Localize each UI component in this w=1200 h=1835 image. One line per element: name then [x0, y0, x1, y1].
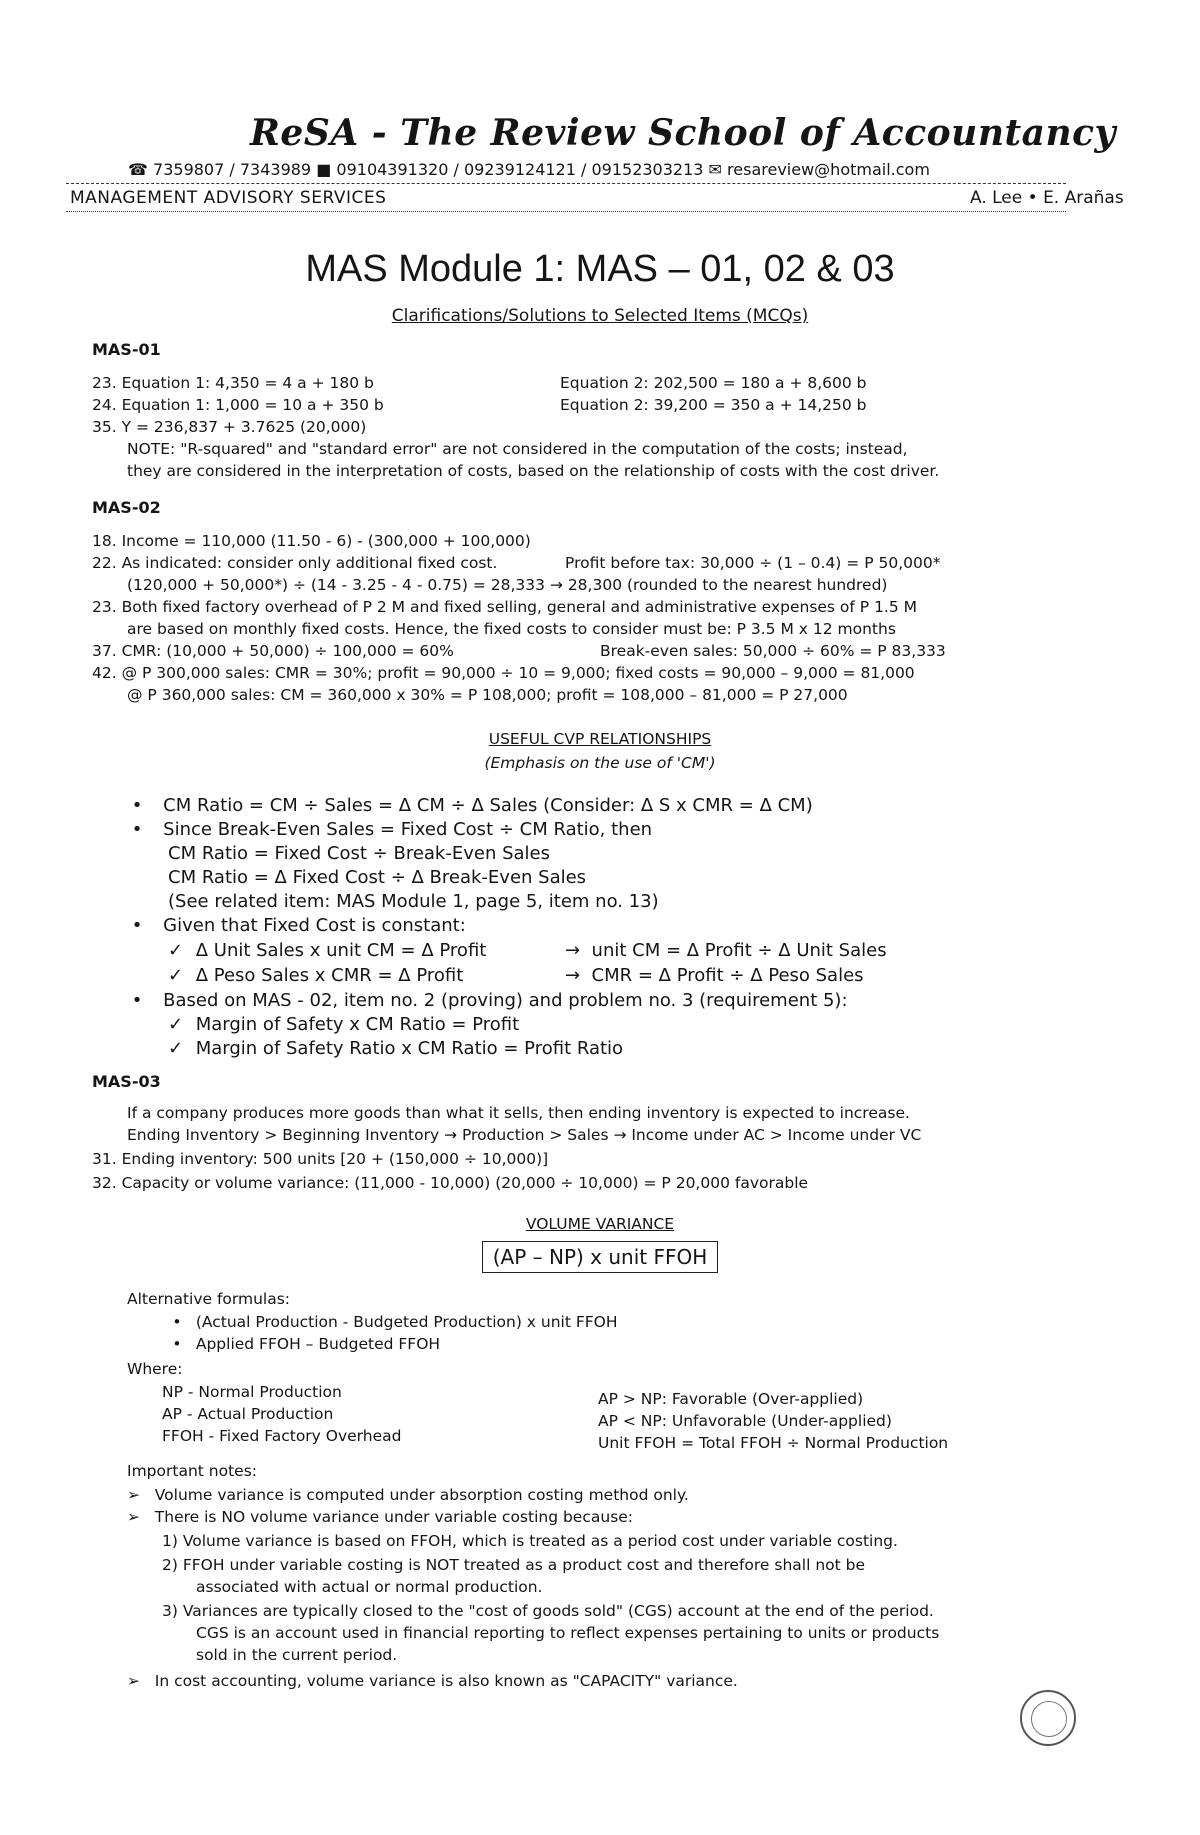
department-label: MANAGEMENT ADVISORY SERVICES — [70, 188, 387, 208]
mas02-item23-line1: 23. Both fixed factory overhead of P 2 M and fixed selling, general and administrative expenses of P 1.5 M — [92, 598, 918, 616]
bullet-icon: • — [172, 1335, 182, 1353]
unit-ffoh-rule: Unit FFOH = Total FFOH ÷ Normal Production — [598, 1434, 949, 1452]
mas01-note-line1: NOTE: "R-squared" and "standard error" are not considered in the computation of the costs; instead, — [127, 440, 908, 458]
cvp-check-3 — [168, 1014, 519, 1035]
bullet-icon: • — [131, 990, 143, 1011]
envelope-icon: ✉ — [708, 160, 722, 179]
mas02-item22-profit: Profit before tax: 30,000 ÷ (1 – 0.4) = P 50,000* — [565, 554, 941, 572]
check-icon: ✓ — [168, 1038, 184, 1059]
authors-label: A. Lee • E. Arañas — [970, 188, 1124, 208]
cvp-check-2-text: Δ Peso Sales x CMR = Δ Profit — [195, 965, 464, 986]
mas01-item24-eq2: Equation 2: 39,200 = 350 a + 14,250 b — [560, 396, 867, 414]
cvp-bullet-3 — [128, 915, 466, 936]
where-label: Where: — [127, 1360, 183, 1378]
school-seal-icon — [1020, 1690, 1076, 1746]
definition-ap: AP - Actual Production — [162, 1405, 334, 1423]
cvp-check-1 — [168, 940, 486, 961]
cvp-check-1-text: Δ Unit Sales x unit CM = Δ Profit — [195, 940, 487, 961]
mas01-item24-eq1: 24. Equation 1: 1,000 = 10 a + 350 b — [92, 396, 384, 414]
mas02-item23-line2: are based on monthly fixed costs. Hence, the fixed costs to consider must be: P 3.5 M x 12 months — [127, 620, 896, 638]
cvp-check-4 — [168, 1038, 623, 1059]
alt-formula-2 — [168, 1335, 440, 1353]
section-heading-mas02: MAS-02 — [92, 498, 161, 517]
bullet-icon: • — [131, 795, 143, 816]
mas02-item18: 18. Income = 110,000 (11.50 - 6) - (300,000 + 100,000) — [92, 532, 531, 550]
email-address: resareview@hotmail.com — [727, 160, 930, 179]
page-title: MAS Module 1: MAS – 01, 02 & 03 — [305, 248, 895, 290]
mas02-item42-line2: @ P 360,000 sales: CM = 360,000 x 30% = P 108,000; profit = 108,000 – 81,000 = P 27,000 — [127, 686, 848, 704]
cvp-check-1-result-text: unit CM = Δ Profit ÷ Δ Unit Sales — [591, 940, 887, 961]
mas02-item37-breakeven: Break-even sales: 50,000 ÷ 60% = P 83,333 — [600, 642, 946, 660]
cvp-check-3-text: Margin of Safety x CM Ratio = Profit — [195, 1014, 520, 1035]
volume-variance-heading: VOLUME VARIANCE — [525, 1215, 675, 1233]
cvp-bullet-2 — [128, 819, 652, 840]
mas03-item32: 32. Capacity or volume variance: (11,000 - 10,000) (20,000 ÷ 10,000) = P 20,000 favorable — [92, 1174, 809, 1192]
header-divider — [66, 183, 1066, 184]
definition-np: NP - Normal Production — [162, 1383, 342, 1401]
note-2-reason-2-line1: 2) FFOH under variable costing is NOT treated as a product cost and therefore shall not be — [162, 1556, 866, 1574]
arrow-icon: ➢ — [127, 1486, 140, 1504]
mas01-item23-eq2: Equation 2: 202,500 = 180 a + 8,600 b — [560, 374, 867, 392]
important-notes-label: Important notes: — [127, 1462, 257, 1480]
alt-formula-1 — [168, 1313, 618, 1331]
section-heading-mas03: MAS-03 — [92, 1072, 161, 1091]
volume-variance-formula-row — [0, 1245, 1200, 1269]
note-2-text: There is NO volume variance under variable costing because: — [154, 1508, 634, 1526]
favorable-rule: AP > NP: Favorable (Over-applied) — [598, 1390, 864, 1408]
note-3 — [127, 1672, 738, 1690]
mas03-paragraph-1: If a company produces more goods than what it sells, then ending inventory is expected to increase. — [127, 1104, 910, 1122]
note-2-reason-1: 1) Volume variance is based on FFOH, which is treated as a period cost under variable costing. — [162, 1532, 898, 1550]
alt-formula-2-text: Applied FFOH – Budgeted FFOH — [195, 1335, 441, 1353]
arrow-icon: ➢ — [127, 1672, 140, 1690]
cvp-subheading: (Emphasis on the use of 'CM') — [484, 754, 716, 772]
mas01-item35: 35. Y = 236,837 + 3.7625 (20,000) — [92, 418, 367, 436]
cvp-bullet-2-text: Since Break-Even Sales = Fixed Cost ÷ CM Ratio, then — [163, 819, 653, 840]
cvp-bullet-4 — [128, 990, 848, 1011]
check-icon: ✓ — [168, 940, 184, 961]
mas03-paragraph-2: Ending Inventory > Beginning Inventory → Production > Sales → Income under AC > Income under VC — [127, 1126, 922, 1144]
school-name-banner: ReSA - The Review School of Accountancy — [250, 112, 1116, 154]
bullet-icon: • — [131, 819, 143, 840]
cvp-check-2 — [168, 965, 463, 986]
definition-ffoh: FFOH - Fixed Factory Overhead — [162, 1427, 402, 1445]
volume-variance-formula: (AP – NP) x unit FFOH — [482, 1241, 719, 1273]
cvp-bullet-2c: (See related item: MAS Module 1, page 5, item no. 13) — [168, 891, 659, 912]
mas01-item23-eq1: 23. Equation 1: 4,350 = 4 a + 180 b — [92, 374, 374, 392]
unfavorable-rule: AP < NP: Unfavorable (Under-applied) — [598, 1412, 892, 1430]
section-heading-mas01: MAS-01 — [92, 340, 161, 359]
cvp-bullet-4-text: Based on MAS - 02, item no. 2 (proving) and problem no. 3 (requirement 5): — [163, 990, 848, 1011]
cvp-check-4-text: Margin of Safety Ratio x CM Ratio = Profit Ratio — [195, 1038, 624, 1059]
header-divider-bottom — [66, 211, 1066, 212]
note-2-reason-3-line3: sold in the current period. — [196, 1646, 398, 1664]
mas03-item31: 31. Ending inventory: 500 units [20 + (150,000 ÷ 10,000)] — [92, 1150, 549, 1168]
arrow-icon: → — [565, 940, 581, 961]
cvp-check-2-result — [565, 965, 864, 986]
cvp-check-1-result — [565, 940, 887, 961]
cvp-bullet-1-text: CM Ratio = CM ÷ Sales = Δ CM ÷ Δ Sales (Consider: Δ S x CMR = Δ CM) — [163, 795, 813, 816]
bullet-icon: • — [172, 1313, 182, 1331]
cvp-heading: USEFUL CVP RELATIONSHIPS — [488, 730, 712, 748]
note-2-reason-3-line2: CGS is an account used in financial reporting to reflect expenses pertaining to units or products — [196, 1624, 940, 1642]
cvp-bullet-2a: CM Ratio = Fixed Cost ÷ Break-Even Sales — [168, 843, 550, 864]
cvp-bullet-2b: CM Ratio = Δ Fixed Cost ÷ Δ Break-Even Sales — [168, 867, 587, 888]
alt-formula-1-text: (Actual Production - Budgeted Production) x unit FFOH — [195, 1313, 618, 1331]
mas02-item37-cmr: 37. CMR: (10,000 + 50,000) ÷ 100,000 = 60% — [92, 642, 454, 660]
note-2-reason-2-line2: associated with actual or normal production. — [196, 1578, 543, 1596]
note-1-text: Volume variance is computed under absorption costing method only. — [154, 1486, 689, 1504]
contact-line — [128, 160, 930, 179]
check-icon: ✓ — [168, 965, 184, 986]
cvp-check-2-result-text: CMR = Δ Profit ÷ Δ Peso Sales — [591, 965, 864, 986]
mas02-item22-line2: (120,000 + 50,000*) ÷ (14 - 3.25 - 4 - 0.75) = 28,333 → 28,300 (rounded to the nearest hundred) — [127, 576, 888, 594]
note-3-text: In cost accounting, volume variance is also known as "CAPACITY" variance. — [154, 1672, 738, 1690]
page-subtitle: Clarifications/Solutions to Selected Items (MCQs) — [391, 306, 809, 326]
cvp-bullet-3-text: Given that Fixed Cost is constant: — [163, 915, 466, 936]
bullet-icon: • — [131, 915, 143, 936]
phone-numbers: 7359807 / 7343989 ■ 09104391320 / 09239124121 / 09152303213 — [153, 160, 704, 179]
mas02-item42-line1: 42. @ P 300,000 sales: CMR = 30%; profit = 90,000 ÷ 10 = 9,000; fixed costs = 90,000 – 9,000 = 81,000 — [92, 664, 915, 682]
note-1 — [127, 1486, 689, 1504]
note-2 — [127, 1508, 633, 1526]
arrow-icon: → — [565, 965, 581, 986]
phone-icon: ☎ — [128, 160, 148, 179]
check-icon: ✓ — [168, 1014, 184, 1035]
note-2-reason-3-line1: 3) Variances are typically closed to the "cost of goods sold" (CGS) account at the end of the period. — [162, 1602, 934, 1620]
alternative-formulas-label: Alternative formulas: — [127, 1290, 291, 1308]
cvp-bullet-1 — [128, 795, 813, 816]
arrow-icon: ➢ — [127, 1508, 140, 1526]
mas02-item22-line1: 22. As indicated: consider only additional fixed cost. — [92, 554, 498, 572]
mas01-note-line2: they are considered in the interpretation of costs, based on the relationship of costs with the cost driver. — [127, 462, 940, 480]
